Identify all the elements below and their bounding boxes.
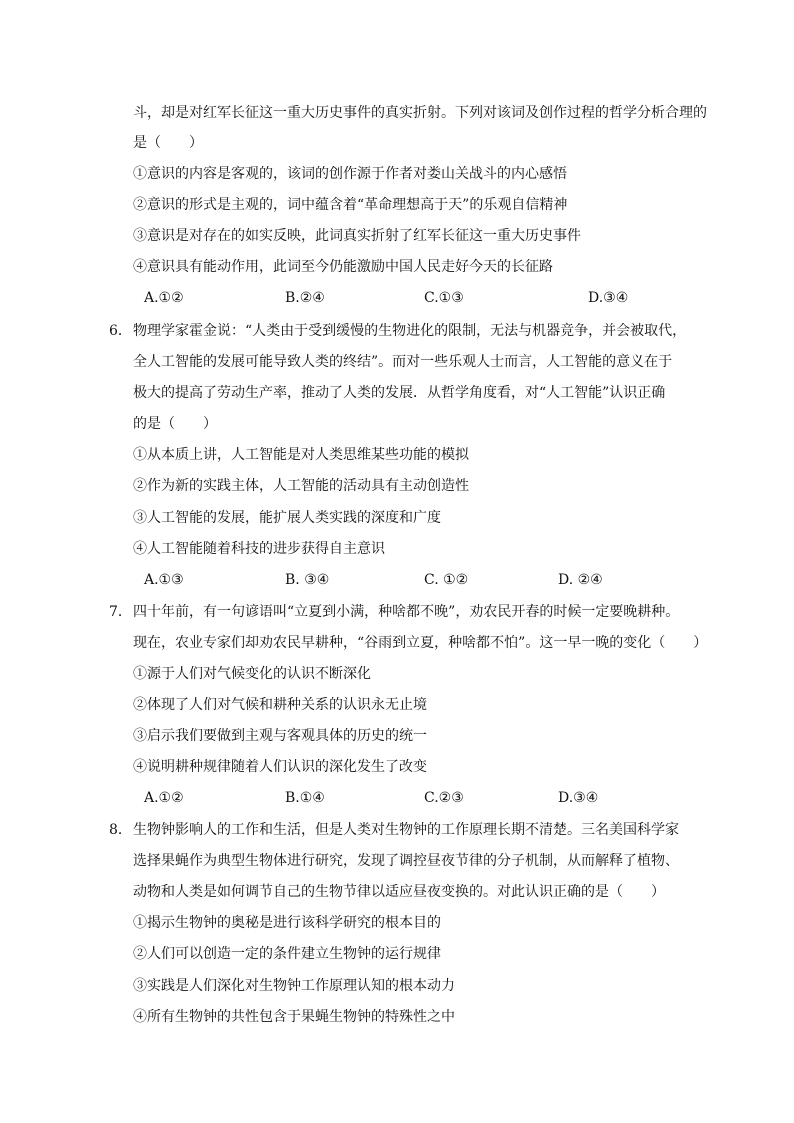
q8-item-2: ②人们可以创造一定的条件建立生物钟的运行规律: [133, 946, 441, 962]
q6-stem-line-1: 物理学家霍金说：“人类由于受到缓慢的生物进化的限制，无法与机器竞争，并会被取代，: [133, 323, 687, 339]
q8-number: 8．: [109, 822, 132, 838]
q5-stem-line-2: 是（ ）: [133, 135, 203, 151]
q7-item-2: ②体现了人们对气候和耕种关系的认识永无止境: [133, 697, 427, 713]
q6-number: 6．: [109, 323, 132, 339]
q7-option-d: D.③④: [558, 790, 599, 806]
q6-item-4: ④人工智能随着科技的进步获得自主意识: [133, 541, 385, 557]
q8-stem-line-3: 动物和人类是如何调节自己的生物节律以适应昼夜变换的。对此认识正确的是（ ）: [133, 884, 665, 900]
q7-option-b: B.①④: [285, 790, 325, 806]
q7-option-a: A.①②: [144, 790, 184, 806]
q6-item-1: ①从本质上讲，人工智能是对人类思维某些功能的模拟: [133, 447, 469, 463]
q8-stem-line-2: 选择果蝇作为典型生物体进行研究，发现了调控昼夜节律的分子机制，从而解释了植物、: [133, 853, 679, 869]
q5-item-1: ①意识的内容是客观的，该词的创作源于作者对娄山关战斗的内心感悟: [133, 166, 567, 182]
q6-stem-line-4: 的是（ ）: [133, 416, 217, 432]
q5-option-a: A.①②: [144, 290, 184, 306]
q7-item-1: ①源于人们对气候变化的认识不断深化: [133, 666, 371, 682]
q6-stem-line-2: 全人工智能的发展可能导致人类的终结”。而对一些乐观人士而言，人工智能的意义在于: [133, 354, 673, 370]
q5-option-b: B.②④: [285, 290, 325, 306]
q6-item-3: ③人工智能的发展，能扩展人类实践的深度和广度: [133, 510, 441, 526]
q6-option-b: B. ③④: [285, 572, 330, 588]
q5-stem-line-1: 斗，却是对红军长征这一重大历史事件的真实折射。下列对该词及创作过程的哲学分析合理的: [133, 105, 707, 121]
q7-item-3: ③启示我们要做到主观与客观具体的历史的统一: [133, 728, 427, 744]
q5-item-4: ④意识具有能动作用，此词至今仍能激励中国人民走好今天的长征路: [133, 259, 553, 275]
q5-item-2: ②意识的形式是主观的，词中蕴含着“革命理想高于天”的乐观自信精神: [133, 197, 568, 213]
q7-stem-line-1: 四十年前，有一句谚语叫“立夏到小满，种啥都不晚”，劝农民开春的时候一定要晚耕种。: [133, 604, 680, 620]
q5-option-c: C.①③: [424, 290, 464, 306]
q7-option-c: C.②③: [424, 790, 464, 806]
q7-stem-line-2: 现在，农业专家们却劝农民早耕种，“谷雨到立夏，种啥都不怕”。这一早一晚的变化（ ）: [133, 635, 708, 651]
q6-option-d: D. ②④: [558, 572, 603, 588]
q8-stem-line-1: 生物钟影响人的工作和生活，但是人类对生物钟的工作原理长期不清楚。三名美国科学家: [133, 822, 679, 838]
q7-item-4: ④说明耕种规律随着人们认识的深化发生了改变: [133, 759, 427, 775]
q7-number: 7．: [109, 604, 132, 620]
q8-item-3: ③实践是人们深化对生物钟工作原理认知的根本动力: [133, 978, 455, 994]
q6-option-a: A.①③: [144, 572, 184, 588]
q6-stem-line-3: 极大的提高了劳动生产率，推动了人类的发展．从哲学角度看，对“人工智能”认识正确: [133, 385, 666, 401]
q8-item-4: ④所有生物钟的共性包含于果蝇生物钟的特殊性之中: [133, 1009, 455, 1025]
q5-item-3: ③意识是对存在的如实反映，此词真实折射了红军长征这一重大历史事件: [133, 228, 581, 244]
q5-option-d: D.③④: [588, 290, 629, 306]
q6-item-2: ②作为新的实践主体，人工智能的活动具有主动创造性: [133, 478, 469, 494]
q8-item-1: ①揭示生物钟的奥秘是进行该科学研究的根本目的: [133, 915, 441, 931]
q6-option-c: C. ①②: [424, 572, 469, 588]
